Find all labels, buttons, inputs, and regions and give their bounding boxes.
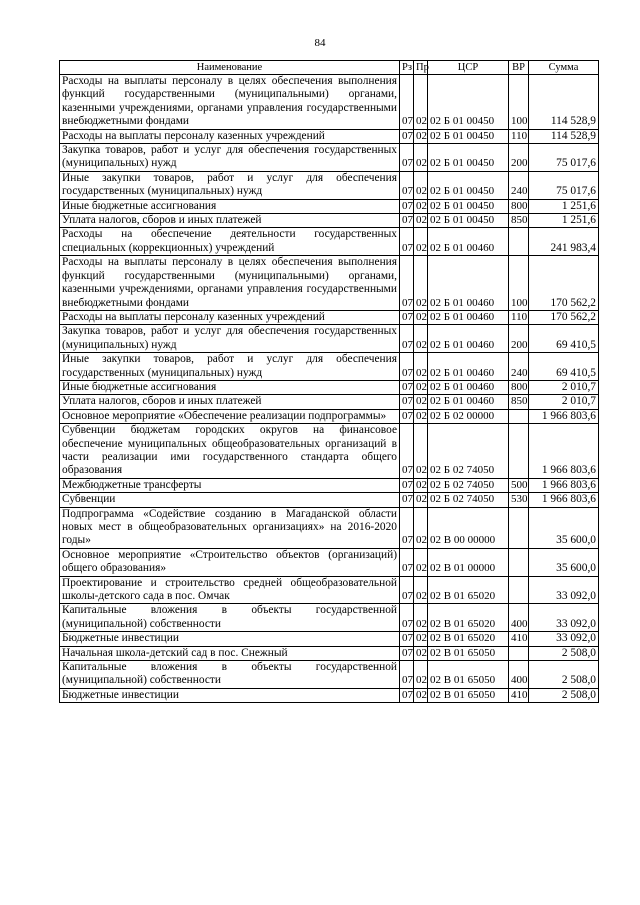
row-name: Капитальные вложения в объекты государственной (муниципальной) собственности [60, 661, 400, 689]
row-csr: 02 В 00 00000 [428, 507, 509, 548]
row-name: Уплата налогов, сборов и иных платежей [60, 214, 400, 228]
row-sum: 114 528,9 [529, 129, 599, 143]
row-pr: 02 [414, 661, 428, 689]
row-vr [509, 507, 529, 548]
row-vr [509, 646, 529, 660]
table-row [60, 380, 599, 394]
row-rz: 07 [400, 310, 414, 324]
row-csr: 02 В 01 65050 [428, 661, 509, 689]
row-pr: 02 [414, 310, 428, 324]
row-name: Расходы на выплаты персоналу в целях обеспечения выполнения функций государственными (муниципальными) органами, казенными учреждениями, органами управления государственными внебюджетными фондами [60, 75, 400, 130]
row-vr: 850 [509, 395, 529, 409]
row-pr: 02 [414, 325, 428, 353]
row-csr: 02 Б 02 00000 [428, 409, 509, 423]
row-sum: 170 562,2 [529, 310, 599, 324]
row-vr: 410 [509, 688, 529, 702]
row-vr: 800 [509, 380, 529, 394]
table-row [60, 310, 599, 324]
row-sum: 35 600,0 [529, 507, 599, 548]
row-vr: 500 [509, 478, 529, 492]
row-rz: 07 [400, 424, 414, 479]
row-name: Расходы на обеспечение деятельности государственных специальных (коррекционных) учреждений [60, 228, 400, 256]
header-sum: Сумма [529, 61, 599, 75]
row-pr: 02 [414, 646, 428, 660]
row-pr: 02 [414, 256, 428, 311]
row-pr: 02 [414, 144, 428, 172]
row-csr: 02 В 01 65020 [428, 632, 509, 646]
row-sum: 33 092,0 [529, 604, 599, 632]
row-pr: 02 [414, 199, 428, 213]
table-header-row [60, 61, 599, 75]
row-name: Межбюджетные трансферты [60, 478, 400, 492]
row-sum: 1 966 803,6 [529, 424, 599, 479]
row-vr [509, 576, 529, 604]
table-row [60, 646, 599, 660]
table-row [60, 256, 599, 311]
row-rz: 07 [400, 199, 414, 213]
table-row [60, 199, 599, 213]
row-sum: 2 508,0 [529, 661, 599, 689]
row-vr: 100 [509, 75, 529, 130]
row-csr: 02 Б 01 00460 [428, 353, 509, 381]
table-row [60, 214, 599, 228]
row-sum: 69 410,5 [529, 325, 599, 353]
row-name: Закупка товаров, работ и услуг для обеспечения государственных (муниципальных) нужд [60, 144, 400, 172]
row-pr: 02 [414, 478, 428, 492]
row-rz: 07 [400, 493, 414, 507]
table-row [60, 632, 599, 646]
page-number: 84 [314, 37, 326, 49]
row-name: Расходы на выплаты персоналу казенных учреждений [60, 310, 400, 324]
budget-table [59, 60, 599, 703]
row-name: Подпрограмма «Содействие созданию в Магаданской области новых мест в общеобразовательных организациях» на 2016-2020 годы» [60, 507, 400, 548]
row-rz: 07 [400, 171, 414, 199]
row-pr: 02 [414, 171, 428, 199]
row-vr: 400 [509, 604, 529, 632]
row-csr: 02 Б 02 74050 [428, 493, 509, 507]
row-csr: 02 В 01 65020 [428, 604, 509, 632]
row-csr: 02 Б 01 00450 [428, 214, 509, 228]
row-rz: 07 [400, 395, 414, 409]
row-name: Начальная школа-детский сад в пос. Снежный [60, 646, 400, 660]
row-sum: 75 017,6 [529, 171, 599, 199]
header-rz: Рз [400, 61, 414, 75]
row-sum: 75 017,6 [529, 144, 599, 172]
table-row [60, 548, 599, 576]
row-vr: 110 [509, 129, 529, 143]
row-name: Иные бюджетные ассигнования [60, 380, 400, 394]
row-vr: 110 [509, 310, 529, 324]
row-pr: 02 [414, 129, 428, 143]
row-pr: 02 [414, 353, 428, 381]
row-csr: 02 В 01 65020 [428, 576, 509, 604]
row-rz: 07 [400, 380, 414, 394]
row-vr [509, 424, 529, 479]
row-csr: 02 Б 01 00450 [428, 129, 509, 143]
row-rz: 07 [400, 576, 414, 604]
row-rz: 07 [400, 646, 414, 660]
row-name: Субвенции бюджетам городских округов на финансовое обеспечение муниципальных общеобразовательных организаций в части реализации ими государственного стандарта общего образования [60, 424, 400, 479]
row-rz: 07 [400, 353, 414, 381]
table-row [60, 144, 599, 172]
row-pr: 02 [414, 604, 428, 632]
row-name: Закупка товаров, работ и услуг для обеспечения государственных (муниципальных) нужд [60, 325, 400, 353]
row-vr: 530 [509, 493, 529, 507]
table-row [60, 228, 599, 256]
row-pr: 02 [414, 424, 428, 479]
row-csr: 02 Б 01 00460 [428, 380, 509, 394]
row-csr: 02 Б 01 00450 [428, 75, 509, 130]
row-pr: 02 [414, 548, 428, 576]
row-csr: 02 Б 02 74050 [428, 478, 509, 492]
row-rz: 07 [400, 144, 414, 172]
row-name: Иные бюджетные ассигнования [60, 199, 400, 213]
row-rz: 07 [400, 214, 414, 228]
row-sum: 1 251,6 [529, 214, 599, 228]
table-row [60, 576, 599, 604]
row-name: Основное мероприятие «Строительство объектов (организаций) общего образования» [60, 548, 400, 576]
row-vr: 800 [509, 199, 529, 213]
row-sum: 69 410,5 [529, 353, 599, 381]
row-csr: 02 Б 01 00460 [428, 310, 509, 324]
row-csr: 02 В 01 65050 [428, 688, 509, 702]
row-pr: 02 [414, 688, 428, 702]
row-rz: 07 [400, 325, 414, 353]
row-pr: 02 [414, 409, 428, 423]
row-pr: 02 [414, 228, 428, 256]
row-vr: 240 [509, 353, 529, 381]
row-sum: 1 966 803,6 [529, 493, 599, 507]
row-name: Расходы на выплаты персоналу казенных учреждений [60, 129, 400, 143]
row-vr: 100 [509, 256, 529, 311]
row-sum: 33 092,0 [529, 632, 599, 646]
row-sum: 2 508,0 [529, 688, 599, 702]
row-name: Основное мероприятие «Обеспечение реализации подпрограммы» [60, 409, 400, 423]
table-row [60, 507, 599, 548]
table-row [60, 409, 599, 423]
row-sum: 114 528,9 [529, 75, 599, 130]
row-pr: 02 [414, 395, 428, 409]
row-pr: 02 [414, 75, 428, 130]
row-vr [509, 548, 529, 576]
row-rz: 07 [400, 632, 414, 646]
table-row [60, 75, 599, 130]
row-rz: 07 [400, 478, 414, 492]
table-row [60, 493, 599, 507]
row-name: Бюджетные инвестиции [60, 632, 400, 646]
row-vr: 850 [509, 214, 529, 228]
row-sum: 2 508,0 [529, 646, 599, 660]
row-vr: 240 [509, 171, 529, 199]
row-pr: 02 [414, 380, 428, 394]
row-sum: 1 966 803,6 [529, 409, 599, 423]
row-pr: 02 [414, 214, 428, 228]
row-vr [509, 228, 529, 256]
table-row [60, 353, 599, 381]
row-vr: 200 [509, 325, 529, 353]
row-pr: 02 [414, 493, 428, 507]
row-sum: 35 600,0 [529, 548, 599, 576]
row-name: Бюджетные инвестиции [60, 688, 400, 702]
table-row [60, 424, 599, 479]
header-pr: Пр [414, 61, 428, 75]
row-name: Субвенции [60, 493, 400, 507]
row-csr: 02 Б 01 00450 [428, 199, 509, 213]
row-sum: 1 966 803,6 [529, 478, 599, 492]
row-csr: 02 Б 01 00460 [428, 228, 509, 256]
row-rz: 07 [400, 228, 414, 256]
row-sum: 2 010,7 [529, 380, 599, 394]
row-csr: 02 В 01 65050 [428, 646, 509, 660]
row-vr: 400 [509, 661, 529, 689]
row-sum: 170 562,2 [529, 256, 599, 311]
row-name: Иные закупки товаров, работ и услуг для обеспечения государственных (муниципальных) нужд [60, 171, 400, 199]
row-csr: 02 Б 01 00460 [428, 256, 509, 311]
row-vr [509, 409, 529, 423]
row-rz: 07 [400, 604, 414, 632]
row-sum: 1 251,6 [529, 199, 599, 213]
row-name: Капитальные вложения в объекты государственной (муниципальной) собственности [60, 604, 400, 632]
row-sum: 2 010,7 [529, 395, 599, 409]
row-rz: 07 [400, 409, 414, 423]
table-row [60, 661, 599, 689]
table-row [60, 604, 599, 632]
header-csr: ЦСР [428, 61, 509, 75]
row-rz: 07 [400, 129, 414, 143]
row-name: Расходы на выплаты персоналу в целях обеспечения выполнения функций государственными (муниципальными) органами, казенными учреждениями, органами управления государственными внебюджетными фондами [60, 256, 400, 311]
row-rz: 07 [400, 256, 414, 311]
row-vr: 200 [509, 144, 529, 172]
row-csr: 02 Б 02 74050 [428, 424, 509, 479]
header-vr: ВР [509, 61, 529, 75]
row-rz: 07 [400, 661, 414, 689]
row-csr: 02 В 01 00000 [428, 548, 509, 576]
row-rz: 07 [400, 688, 414, 702]
row-pr: 02 [414, 632, 428, 646]
row-csr: 02 Б 01 00460 [428, 395, 509, 409]
row-name: Иные закупки товаров, работ и услуг для обеспечения государственных (муниципальных) нужд [60, 353, 400, 381]
row-rz: 07 [400, 548, 414, 576]
table-row [60, 688, 599, 702]
row-csr: 02 Б 01 00460 [428, 325, 509, 353]
row-rz: 07 [400, 75, 414, 130]
row-sum: 241 983,4 [529, 228, 599, 256]
row-csr: 02 Б 01 00450 [428, 171, 509, 199]
row-pr: 02 [414, 576, 428, 604]
table-row [60, 129, 599, 143]
row-name: Проектирование и строительство средней общеобразовательной школы-детского сада в пос. Омчак [60, 576, 400, 604]
table-row [60, 171, 599, 199]
row-sum: 33 092,0 [529, 576, 599, 604]
row-pr: 02 [414, 507, 428, 548]
table-row [60, 395, 599, 409]
table-row [60, 478, 599, 492]
header-name: Наименование [60, 61, 400, 75]
table-row [60, 325, 599, 353]
row-rz: 07 [400, 507, 414, 548]
row-name: Уплата налогов, сборов и иных платежей [60, 395, 400, 409]
row-vr: 410 [509, 632, 529, 646]
row-csr: 02 Б 01 00450 [428, 144, 509, 172]
